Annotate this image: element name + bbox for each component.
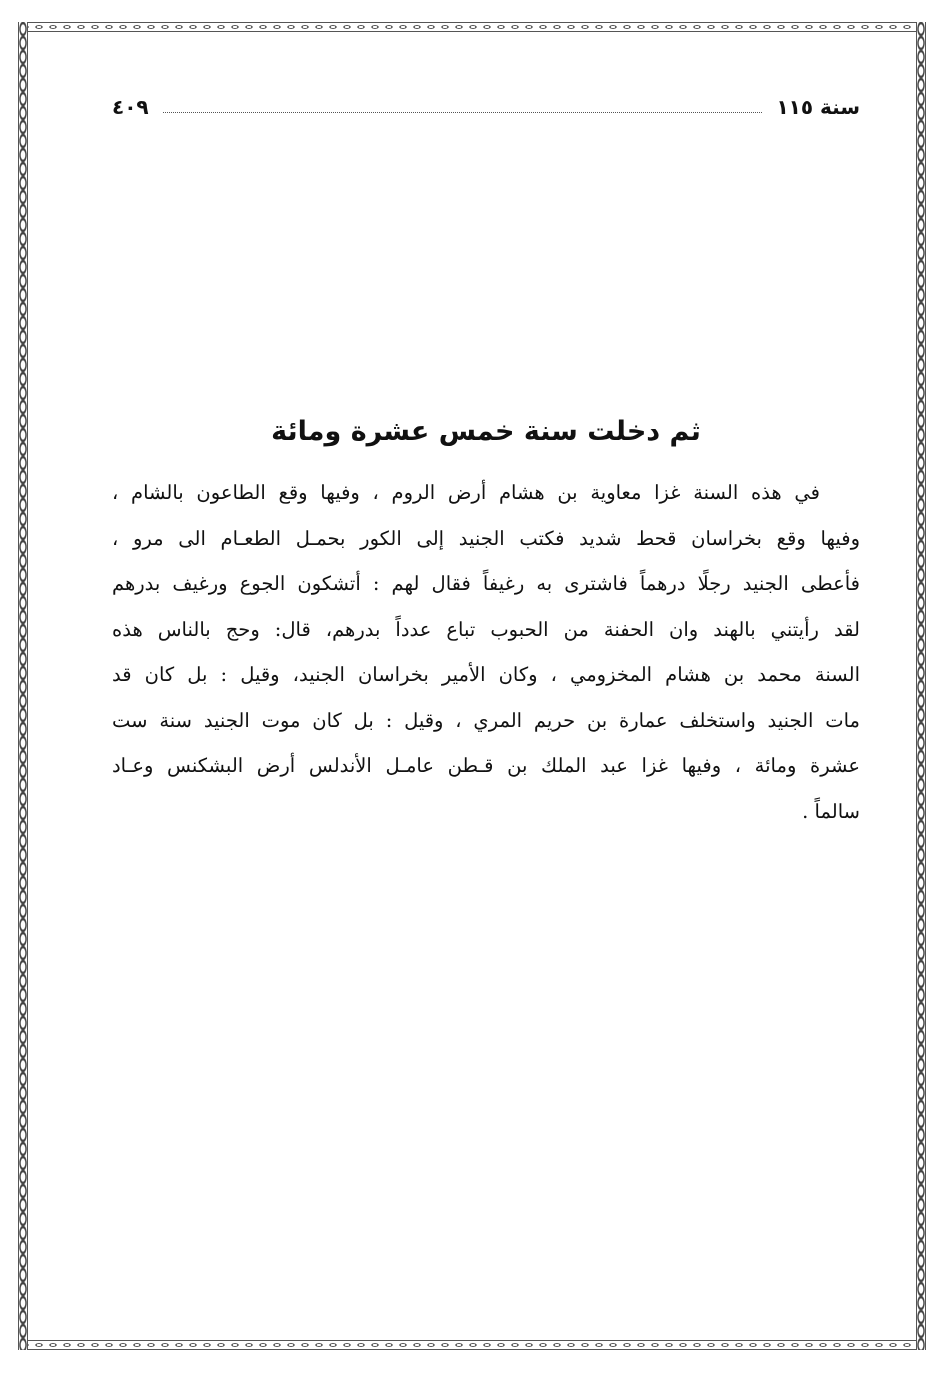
decorative-border-right — [916, 22, 926, 1350]
body-line: في هذه السنة غزا معاوية بن هشام أرض الروم ، وفيها وقع الطاعون بالشام ، — [112, 481, 820, 504]
body-line: سالماً . — [802, 799, 860, 823]
body-line: السنة محمد بن هشام المخزومي ، وكان الأمير بخراسان الجنيد، وقيل : بل كان قد — [112, 663, 860, 686]
decorative-border-bottom — [18, 1340, 926, 1350]
chapter-heading: ثم دخلت سنة خمس عشرة ومائة — [271, 416, 701, 447]
running-title: سنة ١١٥ — [776, 95, 860, 119]
body-line: مات الجنيد واستخلف عمارة بن حريم المري ، وقيل : بل كان موت الجنيد سنة ست — [112, 708, 860, 732]
body-line: وفيها وقع بخراسان قحط شديد فكتب الجنيد إلى الكور بحمـل الطعـام الى مرو ، — [112, 526, 860, 550]
leader-dots — [163, 112, 763, 113]
body-line: عشرة ومائة ، وفيها غزا عبد الملك بن قـطن عامـل الأندلس أرض البشكنس وعـاد — [112, 754, 860, 777]
body-line: فأعطى الجنيد رجلًا درهماً فاشترى به رغيفاً فقال لهم : أتشكون الجوع ورغيف بدرهم — [112, 572, 860, 595]
decorative-border-left — [18, 22, 28, 1350]
running-header — [112, 92, 860, 122]
body-paragraph — [112, 470, 860, 834]
page-number: ٤٠٩ — [112, 95, 149, 119]
body-line: لقد رأيتني بالهند وان الحفنة من الحبوب تباع عدداً بدرهم، قال: وحج بالناس هذه — [112, 617, 860, 641]
decorative-border-top — [18, 22, 926, 32]
